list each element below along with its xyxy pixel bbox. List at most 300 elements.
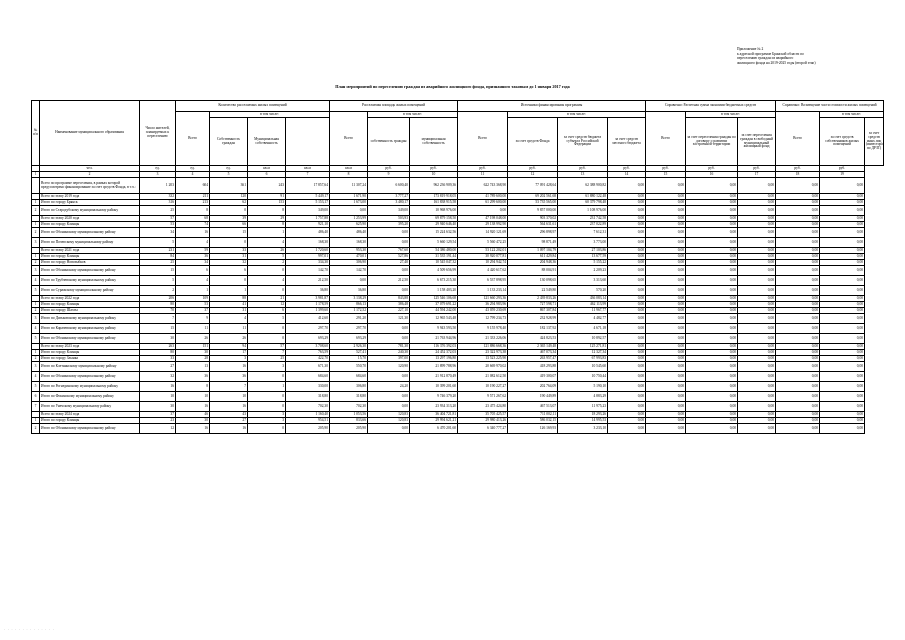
table-row [32,276,884,286]
value-cell: 0,00 [686,286,738,296]
value-cell: 962 236 909,36 [410,178,458,194]
value-cell: 0,00 [368,424,410,434]
header-area-incl: в том числе: [368,112,458,118]
value-cell: 0,00 [820,392,865,402]
column-number-cell: 10 [410,172,458,178]
resettlement-plan-table [31,100,884,434]
column-number-cell: 12 [508,172,558,178]
row-number: 1 [32,200,40,206]
value-cell: 0,00 [686,222,738,228]
value-cell: 205,90 [286,424,330,434]
value-cell: 16 [176,228,210,238]
column-number-cell: 9 [368,172,410,178]
value-cell: 1 178,59 [286,302,330,308]
row-number: 5 [32,382,40,392]
value-cell: 0,00 [646,424,686,434]
header-mo: Наименование муниципального образования [40,101,140,166]
value-cell: 527,41 [330,350,368,356]
value-cell: 564 631,61 [508,222,558,228]
value-cell: 9 857 000,00 [508,206,558,216]
value-cell: 0,00 [608,308,646,314]
value-cell: 0,00 [608,302,646,308]
value-cell: 4 883,29 [558,392,608,402]
row-number: 2 [32,228,40,238]
value-cell: 120,90 [368,362,410,372]
row-name: Итого по Суражскому муниципальному району [40,286,140,296]
value-cell: 0,00 [776,266,820,276]
value-cell: 17 857,64 [286,178,330,194]
column-number-cell: 17 [738,172,776,178]
value-cell: 10 750,44 [558,372,608,382]
value-cell: 5 [140,238,176,248]
value-cell: 16 [176,424,210,434]
value-cell: 0,00 [776,286,820,296]
row-name: Всего по этапу 2024 года [40,412,140,418]
value-cell: 0,00 [738,266,776,276]
header-num: № п/п [32,101,40,166]
value-cell: 7 [248,350,286,356]
value-cell: 3 773,00 [558,238,608,248]
row-name: Итого по городу Шахты [40,308,140,314]
value-cell: 0,00 [738,392,776,402]
value-cell: 0 [248,392,286,402]
value-cell: 0,00 [820,248,865,254]
row-number: 3 [32,266,40,276]
value-cell: 3 [210,356,248,362]
value-cell: 671,30 [286,362,330,372]
value-cell: 0,00 [646,324,686,334]
value-cell: 0,00 [820,228,865,238]
value-cell: 0,00 [738,424,776,434]
header-econ-total: Всего [646,112,686,166]
row-number: 2 [32,424,40,434]
value-cell: 0,00 [646,254,686,260]
value-cell: 0,00 [776,382,820,392]
table-row [32,286,884,296]
value-cell: 11 [176,324,210,334]
units-cell: ед. [176,166,210,172]
value-cell: 30 920 077,81 [458,254,508,260]
value-cell: 0,00 [686,324,738,334]
value-cell: 77 091 428,64 [508,178,558,194]
value-cell: 21 912 870,49 [410,372,458,382]
value-cell: 0,00 [368,392,410,402]
value-cell: 10 [210,392,248,402]
value-cell: 263 957,47 [508,356,558,362]
value-cell: 37 079 691,22 [410,302,458,308]
value-cell: 0,00 [686,200,738,206]
value-cell: 0,00 [738,356,776,362]
value-cell: 0,00 [646,350,686,356]
value-cell: 625,90 [330,222,368,228]
value-cell: 12 799 234,73 [458,314,508,324]
value-cell: 0,00 [776,392,820,402]
value-cell: 12 [140,424,176,434]
header-fin-subject: за счет средств бюджета субъекта Российской Федерации [558,118,608,166]
value-cell: 3 138,29 [330,296,368,302]
value-cell: 0,00 [820,402,865,412]
value-cell: 0,00 [646,276,686,286]
row-name: Итого по Карачевскому муниципальному району [40,324,140,334]
value-cell: 0,00 [776,424,820,434]
value-cell: 36 [176,254,210,260]
value-cell: 16 [176,402,210,412]
row-name: Итого по городу Клинцы [40,302,140,308]
value-cell: 0,00 [738,302,776,308]
value-cell: 25 [248,356,286,362]
value-cell: 9 [176,314,210,324]
units-cell: кв.м [286,166,330,172]
row-name: Всего по этапу 2019 года [40,194,140,200]
value-cell: 316 [140,200,176,206]
value-cell: 16 [210,402,248,412]
value-cell: 2 365 149,48 [508,344,558,350]
value-cell: 18 293,26 [558,412,608,418]
value-cell: 0,00 [776,324,820,334]
value-cell: 1 671,90 [330,194,368,200]
value-cell: 61 299 600,00 [458,200,508,206]
value-cell: 37 [176,308,210,314]
value-cell: 36 294 983,96 [458,302,508,308]
units-cell: руб. [820,166,865,172]
value-cell: 0,00 [820,356,865,362]
value-cell: 35 705 425,57 [458,412,508,418]
value-cell: 13 677,59 [558,254,608,260]
column-number-cell: 11 [458,172,508,178]
value-cell: 182 137,92 [508,324,558,334]
value-cell: 0,00 [738,206,776,216]
value-cell: 0,00 [646,344,686,350]
value-cell: 26 [210,334,248,344]
value-cell: 0,00 [776,248,820,254]
value-cell: 0,00 [776,260,820,266]
value-cell: 57 [248,344,286,350]
value-cell: 0 [248,334,286,344]
row-number: 1 [32,418,40,424]
value-cell: 53 735 565,00 [508,200,558,206]
value-cell: 0,00 [686,260,738,266]
value-cell: 0,00 [820,222,865,228]
value-cell: 349,00 [286,206,330,216]
value-cell: 0,00 [820,382,865,392]
value-cell: 84 [140,254,176,260]
value-cell: 22 549,80 [508,286,558,296]
value-cell: 0,00 [686,418,738,424]
value-cell: 15,70 [330,356,368,362]
value-cell: 0,00 [686,238,738,248]
value-cell: 4 420 617,62 [458,266,508,276]
value-cell: 462 113,99 [558,302,608,308]
value-cell: 0,00 [368,228,410,238]
row-number: 3 [32,238,40,248]
column-number-cell: 3 [140,172,176,178]
value-cell: 0,00 [686,350,738,356]
value-cell: 0 [210,206,248,216]
value-cell: 8 [248,222,286,228]
value-cell: 586 032,15 [508,418,558,424]
value-cell: 29 994 621,21 [410,418,458,424]
row-name: Итого по Обонинскому муниципальному району [40,334,140,344]
value-cell: 0,00 [608,296,646,302]
value-cell: 80 [140,350,176,356]
value-cell: 1 203 [140,178,176,194]
value-cell: 467 073,34 [508,350,558,356]
value-cell: 0,00 [646,216,686,222]
value-cell: 0,00 [738,216,776,222]
value-cell: 34 [140,228,176,238]
value-cell: 297,70 [330,324,368,334]
value-cell: 126 169,93 [508,424,558,434]
value-cell: 0,00 [686,424,738,434]
row-name: Итого по городу Клинцы [40,418,140,424]
value-cell: 0,00 [776,402,820,412]
units-cell: руб. [646,166,686,172]
value-cell: 0,00 [608,178,646,194]
value-cell: 693,29 [330,334,368,344]
value-cell: 91 [248,194,286,200]
value-cell: 0,00 [608,228,646,238]
value-cell: 0,00 [686,314,738,324]
value-cell: 0,00 [646,418,686,424]
value-cell: 0 [248,286,286,296]
value-cell: 15 [210,228,248,238]
value-cell: 39 [210,216,248,222]
value-cell: 0,00 [686,248,738,254]
value-cell: 47 198 048,00 [458,216,508,222]
appendix-note: Приложение № 2 к адресной программе Брянской области по переселению граждан из аварийного жилищного фонда на 2019-2025 годы (второй этап) [737,47,816,65]
value-cell: 1 [248,228,286,238]
value-cell: 1 108 976,00 [558,206,608,216]
units-cell: руб. [508,166,558,172]
value-cell: 1 399,60 [286,308,330,314]
header-group-area: Расселяемая площадь жилых помещений [330,101,458,112]
value-cell: 26 [176,334,210,344]
units-cell: руб. [458,166,508,172]
row-name: Итого по городу Клинцы [40,222,140,228]
column-number-cell: 2 [40,172,140,178]
value-cell: 0,00 [820,200,865,206]
value-cell: 0,00 [820,286,865,296]
value-cell: 5 449,17 [286,194,330,200]
value-cell: 13 297 196,80 [410,356,458,362]
value-cell: 16 [140,382,176,392]
value-cell: 866,13 [330,302,368,308]
value-cell: 36,80 [330,286,368,296]
value-cell: 80 [140,302,176,308]
value-cell: 604 [176,178,210,194]
column-number-cell: 7 [286,172,330,178]
value-cell: 767,60 [368,248,410,254]
value-cell: 12 965 543,48 [410,314,458,324]
value-cell: 1 673,00 [330,200,368,206]
table-row [32,392,884,402]
value-cell: 0,00 [738,286,776,296]
row-number: 1 [32,350,40,356]
column-number-cell: 1 [32,172,40,178]
value-cell: 11 967,77 [558,308,608,314]
value-cell: 0,00 [738,344,776,350]
value-cell: 0,00 [458,206,508,216]
value-cell: 0,00 [608,286,646,296]
value-cell: 0,00 [776,222,820,228]
value-cell: 21 899 788,96 [410,362,458,372]
value-cell: 109 [176,296,210,302]
value-cell: 0,00 [608,194,646,200]
value-cell: 31 [210,308,248,314]
value-cell: 611 429,84 [508,254,558,260]
value-cell: 23 [140,418,176,424]
value-cell: 0,00 [608,324,646,334]
row-name: Итого по Трубчевскому муниципальному району [40,276,140,286]
value-cell: 0,00 [820,254,865,260]
value-cell: 0,00 [738,350,776,356]
units-cell: руб. [738,166,776,172]
value-cell: 3 [248,362,286,372]
value-cell: 0 [210,238,248,248]
value-cell: 467 513,07 [508,402,558,412]
value-cell: 21 333 226,06 [458,334,508,344]
units-cell: ед. [210,166,248,172]
value-cell: 0,00 [820,344,865,350]
value-cell: 0,00 [820,324,865,334]
value-cell: 14 995,53 [558,418,608,424]
header-persons: Число жителей, планируемых к переселению [140,101,176,166]
value-cell: 0,00 [686,302,738,308]
value-cell: 0 [210,276,248,286]
value-cell: 702,30 [286,402,330,412]
value-cell: 0,00 [738,222,776,228]
value-cell: 0 [248,424,286,434]
value-cell: 30 [176,350,210,356]
value-cell: 0,00 [820,418,865,424]
value-cell: 6 673 215,30 [410,276,458,286]
value-cell: 4 [210,314,248,324]
value-cell: 11 307,24 [330,178,368,194]
value-cell: 0,00 [776,178,820,194]
value-cell: 26 [248,248,286,254]
value-cell: 0,00 [776,302,820,308]
value-cell: 44 594 242,00 [410,308,458,314]
row-name: Всего по этапу 2022 года [40,296,140,302]
value-cell: 0,00 [368,324,410,334]
value-cell: 424 823,53 [508,334,558,344]
row-name: Итого по Обонинскому муниципальному району [40,372,140,382]
value-cell: 0,00 [608,248,646,254]
value-cell: 0,00 [686,356,738,362]
value-cell: 15 [140,266,176,276]
value-cell: 527,86 [368,254,410,260]
value-cell: 1 720,60 [286,248,330,254]
value-cell: 0,00 [738,314,776,324]
value-cell: 0,00 [646,228,686,238]
value-cell: 0,00 [608,206,646,216]
units-cell: руб. [410,166,458,172]
value-cell: 0,00 [686,178,738,194]
value-cell: 43 059 230,69 [458,308,508,314]
value-cell: 68 [176,216,210,222]
value-cell: 0,00 [820,314,865,324]
row-number: 3 [32,362,40,372]
value-cell: 53 122 202,01 [458,248,508,254]
value-cell: 953,30 [330,248,368,254]
value-cell: 6 [248,308,286,314]
value-cell: 0,00 [646,302,686,308]
value-cell: 0,00 [776,344,820,350]
value-cell: 0,00 [608,402,646,412]
value-cell: 33 [210,248,248,254]
value-cell: 0,00 [646,296,686,302]
value-cell: 0 [248,324,286,334]
value-cell: 67 993,83 [558,356,608,362]
value-cell: 0,00 [608,238,646,248]
value-cell: 921,10 [286,222,330,228]
value-cell: 0,00 [738,308,776,314]
value-cell: 34 [176,260,210,266]
value-cell: 1 [210,286,248,296]
value-cell: 0,00 [608,254,646,260]
value-cell: 0,00 [738,248,776,254]
value-cell: 3 [248,418,286,424]
column-number-cell: 14 [608,172,646,178]
value-cell: 6 [176,266,210,276]
value-cell: 1 053,56 [330,412,368,418]
value-cell: 27 [140,362,176,372]
value-cell: 0,00 [776,308,820,314]
value-cell: 3 708,60 [286,344,330,350]
value-cell: 9 943 593,50 [410,324,458,334]
header-repay-total: Всего [776,112,820,166]
value-cell: 3 313,60 [558,276,608,286]
row-name: Итого по городу Новозыбков [40,260,140,266]
value-cell: 0,00 [686,228,738,238]
value-cell: 32 [210,260,248,266]
value-cell: 361 [210,178,248,194]
value-cell: 8 [176,206,210,216]
value-cell: 0,00 [646,200,686,206]
value-cell: 6 [210,266,248,276]
value-cell: 0,00 [608,216,646,222]
value-cell: 205,90 [330,424,368,434]
value-cell: 11 [210,324,248,334]
value-cell: 0,00 [738,228,776,238]
column-number-cell: 19 [820,172,865,178]
value-cell: 3 480,17 [368,200,410,206]
value-cell: 25 [140,260,176,266]
value-cell: 0,00 [608,372,646,382]
value-cell: 1 172,52 [330,308,368,314]
header-repay-incl: в том числе: [820,112,884,118]
value-cell: 0,00 [776,356,820,362]
row-name: Итого по городу Злынка [40,356,140,362]
value-cell: 10 399 201,60 [410,382,458,392]
value-cell: 6 600,40 [368,178,410,194]
value-cell: 0,00 [776,372,820,382]
value-cell: 0,00 [646,238,686,248]
column-number-cell: 5 [210,172,248,178]
value-cell: 4 [176,276,210,286]
value-cell: 0,00 [776,362,820,372]
value-cell: 16 [210,362,248,372]
value-cell: 202 764,09 [508,382,558,392]
table-row [32,228,884,238]
value-cell: 0,00 [368,286,410,296]
table-row [32,382,884,392]
header-group-fin: Источники финансирования программы [458,101,646,112]
value-cell: 168,30 [330,238,368,248]
value-cell: 33 [140,356,176,362]
row-name: Итого по городу Брянск [40,200,140,206]
table-row [32,362,884,372]
